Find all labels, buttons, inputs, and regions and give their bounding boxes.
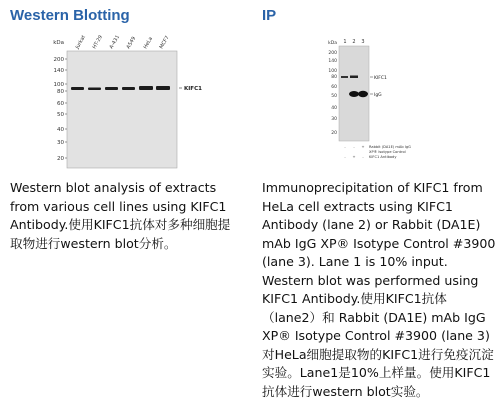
western-blotting-title: Western Blotting — [10, 7, 130, 24]
marker-100: 100 — [53, 82, 64, 88]
marker-20: 20 — [57, 156, 64, 162]
ip-kifc1-band-lane-1 — [341, 76, 348, 78]
ip-row-3-sign-1: - — [344, 155, 346, 159]
ip-marker-60: 60 — [331, 85, 337, 90]
ip-lane-1: 1 — [343, 39, 347, 45]
ip-condition-table — [344, 145, 411, 159]
marker-40: 40 — [57, 127, 64, 133]
lane-label-ht29: HT-29 — [91, 34, 104, 50]
marker-30: 30 — [57, 140, 64, 146]
ip-row-1-sign-1: - — [344, 145, 346, 149]
lane-label-jurkat: Jurkat — [74, 34, 87, 50]
ip-marker-kda: kDa — [328, 41, 337, 46]
band-lane-3 — [105, 87, 118, 90]
ip-igg-band-lane-2 — [349, 91, 359, 97]
western-caption: Western blot analysis of extracts from various cell lines using KIFC1 Antibody.使用KIFC1抗体对多种细胞提取物进行western blot分析。 — [10, 180, 231, 251]
ip-title: IP — [262, 7, 277, 24]
marker-kda: kDa — [53, 40, 64, 46]
ip-igg-label: IgG — [374, 93, 382, 98]
ip-row-1-sign-2: - — [353, 145, 355, 149]
marker-80: 80 — [57, 89, 64, 95]
marker-140: 140 — [53, 68, 64, 74]
ip-marker-50: 50 — [331, 94, 337, 99]
ip-igg-band-lane-3 — [358, 91, 368, 97]
band-lane-1 — [71, 87, 84, 90]
western-blot-image — [48, 34, 208, 170]
ip-row-2-label: XP® Isotype Control — [369, 150, 406, 154]
ip-row-1-sign-3: + — [361, 145, 365, 149]
kifc1-band-label: KIFC1 — [184, 86, 202, 92]
ip-kifc1-band-lane-2 — [350, 76, 358, 79]
ip-marker-40: 40 — [331, 106, 337, 111]
lane-label-mcf7: MCF7 — [158, 34, 171, 50]
blot-membrane — [67, 51, 177, 168]
ip-marker-80: 80 — [331, 75, 337, 80]
marker-60: 60 — [57, 101, 64, 107]
band-lane-2 — [88, 88, 101, 91]
marker-200: 200 — [53, 57, 64, 63]
ip-row-3-sign-3: - — [362, 155, 364, 159]
ip-lane-3: 3 — [361, 39, 365, 45]
band-lane-6 — [156, 86, 170, 90]
band-lane-5 — [139, 86, 153, 90]
ip-caption: Immunoprecipitation of KIFC1 from HeLa cell extracts using KIFC1 Antibody (lane 2) or Rabbit (DA1E) mAb IgG XP® Isotype Control #3900 (lane 3). Lane 1 is 10% input. Western blot was performed using KIFC1 Antibody.使用KIFC1抗体（lane2）和 Rabbit (DA1E) mAb IgG XP® Isotype Control #3900 (lane 3)对HeLa细胞提取物的KIFC1进行免疫沉淀实验。Lane1是10%上样量。使用KIFC1抗体进行western blot实验。 — [262, 180, 496, 399]
ip-row-1-label: Rabbit (DA1E) mAb IgG — [369, 145, 411, 149]
ip-marker-140: 140 — [328, 59, 337, 64]
band-lane-4 — [122, 87, 135, 90]
lane-label-a431: A-431 — [108, 34, 122, 50]
ip-kifc1-label: KIFC1 — [374, 76, 387, 81]
ip-blot-image — [317, 34, 437, 170]
ip-marker-30: 30 — [331, 117, 337, 122]
marker-50: 50 — [57, 112, 64, 118]
lane-label-hela: HeLa — [142, 36, 155, 50]
ip-row-3-sign-2: + — [352, 155, 356, 159]
ip-marker-20: 20 — [331, 131, 337, 136]
lane-label-a549: A549 — [125, 35, 138, 50]
ip-lane-2: 2 — [352, 39, 356, 45]
ip-row-3-label: KIFC1 Antibody — [369, 155, 397, 159]
ip-marker-200: 200 — [328, 51, 337, 56]
marker-ticks — [65, 59, 67, 158]
ip-marker-100: 100 — [328, 69, 337, 74]
